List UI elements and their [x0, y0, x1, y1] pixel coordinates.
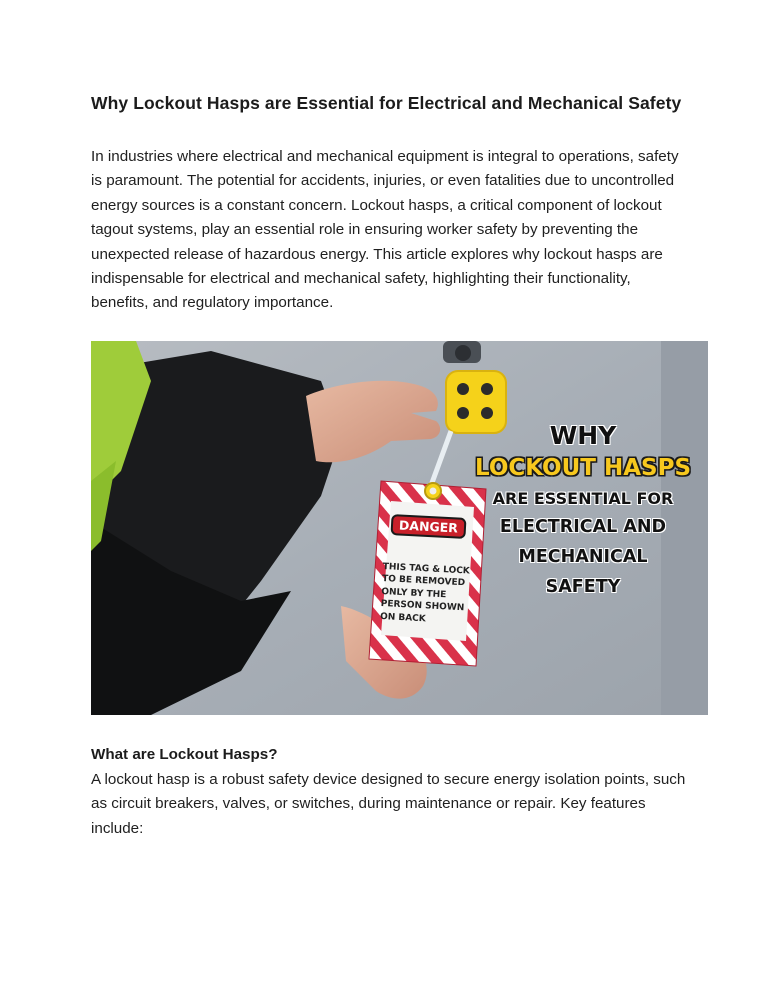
overlay-why: WHY — [549, 421, 617, 450]
overlay-lockout-hasps: LOCKOUT HASPS — [474, 455, 692, 481]
hero-image — [91, 341, 708, 715]
tag-line: ONLY BY THE — [381, 586, 447, 601]
tag-line: TO BE REMOVED — [381, 574, 466, 589]
section-paragraph: A lockout hasp is a robust safety device designed to secure energy isolation points, such as circuit breakers, valves, or switches, during maintenance or repair. Key features include: — [91, 771, 686, 837]
overlay-line: MECHANICAL — [518, 547, 648, 567]
tag-line: ON BACK — [379, 611, 427, 624]
tag-danger-label: DANGER — [391, 514, 467, 539]
overlay-line: ARE ESSENTIAL FOR — [492, 489, 674, 508]
overlay-line: SAFETY — [545, 577, 621, 597]
tag-line: THIS TAG & LOCK — [382, 561, 471, 577]
article-title: Why Lockout Hasps are Essential for Electrical and Mechanical Safety — [91, 93, 682, 113]
tag-line: PERSON SHOWN — [380, 599, 465, 614]
intro-paragraph: In industries where electrical and mechanical equipment is integral to operations, safety is paramount. The potential for accidents, injuries, or even fatalities due to uncontrolled energy sources is a constant concern. Lockout hasps, a critical component of lockout tagout systems, play an essential role in ensuring worker safety by preventing the unexpected release of hazardous energy. This article explores why lockout hasps are indispensable for electrical and mechanical safety, highlighting their functionality, benefits, and regulatory importance. — [91, 148, 679, 312]
tag-text — [380, 561, 470, 628]
section-heading: What are Lockout Hasps? — [91, 746, 278, 763]
overlay-line: ELECTRICAL AND — [499, 517, 667, 537]
